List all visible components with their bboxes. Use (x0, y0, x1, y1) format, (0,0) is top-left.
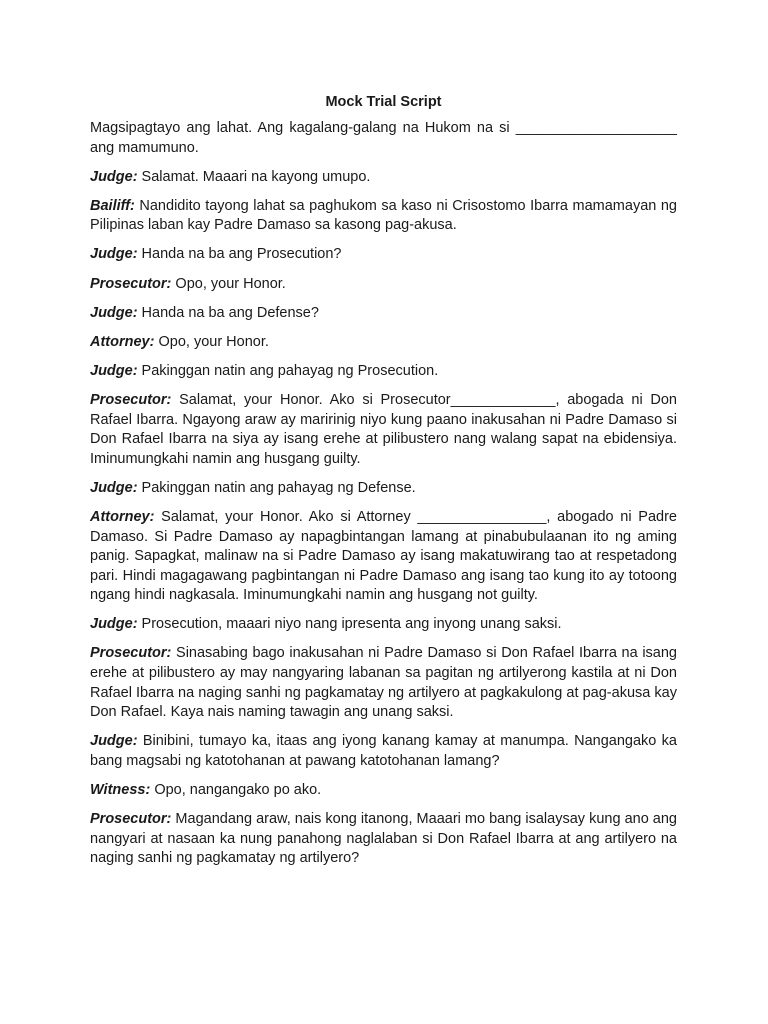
dialogue-text: Opo, nangangako po ako. (150, 782, 322, 799)
speaker-label: Judge: (90, 479, 138, 496)
dialogue-text: Pakinggan natin ang pahayag ng Defense. (137, 479, 416, 496)
speaker-label: Witness: (90, 782, 151, 799)
dialogue-text: Handa na ba ang Prosecution? (137, 246, 342, 263)
speaker-label: Prosecutor: (90, 391, 172, 408)
dialogue-text: Salamat, your Honor. Ako si Attorney ________________, abogado ni Padre Damaso. Si Padre Damaso ay napagbintangan lamang at pinabubulaanan ito ng aming panig. Sapagkat, malinaw na si Padre Damaso ay isang makatuwirang tao at respetadong pari. Hindi magagawang pagbintangan ni Padre Damaso ang isang tao kung ito ay totoong ngang hindi nagkasala. Iminumungkahi namin ang husgang not guilty. (90, 508, 677, 604)
speaker-label: Prosecutor: (90, 275, 172, 292)
speaker-label: Attorney: (90, 508, 155, 525)
speaker-label: Prosecutor: (90, 645, 172, 662)
speaker-label: Bailiff: (90, 197, 135, 214)
speaker-label: Judge: (90, 362, 138, 379)
script-line (90, 362, 677, 382)
speaker-label: Prosecutor: (90, 811, 172, 828)
dialogue-text: Salamat, your Honor. Ako si Prosecutor_____________, abogada ni Don Rafael Ibarra. Ngayong araw ay maririnig niyo kung paano inakusahan ni Padre Damaso si Don Rafael Ibarra na siya ay isang erehe at pilibustero nang walang sapat na ebidensiya. Iminumungkahi namin ang husgang guilty. (90, 391, 677, 467)
dialogue-text: Magandang araw, nais kong itanong, Maaari mo bang isalaysay kung ano ang nangyari at nasaan ka nung panahong naglalaban si Don Rafael Ibarra at ang artilyero na naging sanhi ng pagkamatay ng artilyero? (90, 811, 677, 867)
script-line (90, 732, 677, 771)
speaker-label: Judge: (90, 246, 138, 263)
speaker-label: Judge: (90, 616, 138, 633)
script-line (90, 391, 677, 469)
dialogue-text: Nandidito tayong lahat sa paghukom sa kaso ni Crisostomo Ibarra mamamayan ng Pilipinas laban kay Padre Damaso sa kasong pag-akusa. (90, 197, 677, 234)
dialogue-text: Sinasabing bago inakusahan ni Padre Damaso si Don Rafael Ibarra na isang erehe at pilibustero ay may nangyaring labanan sa pagitan ng artilyerong kastila at ni Don Rafael Ibarra na naging sanhi ng pagkamatay ng artilyero at pagkakulong at pag-akusa kay Don Rafael. Kaya nais naming tawagin ang unang saksi. (90, 645, 677, 721)
script-line (90, 304, 677, 324)
script-line (90, 644, 677, 722)
document-title: Mock Trial Script (325, 94, 442, 110)
opening-paragraph: Magsipagtayo ang lahat. Ang kagalang-galang na Hukom na si ____________________ ang mamumuno. (90, 120, 677, 156)
speaker-label: Attorney: (90, 333, 155, 350)
script-line (90, 168, 677, 188)
dialogue-text: Prosecution, maaari niyo nang ipresenta ang inyong unang saksi. (137, 616, 562, 633)
dialogue-text: Opo, your Honor. (154, 333, 269, 350)
script-lines (90, 168, 677, 869)
dialogue-text: Binibini, tumayo ka, itaas ang iyong kanang kamay at manumpa. Nangangako ka bang magsabi ng katotohanan at pawang katotohanan lamang? (90, 733, 677, 769)
script-line (90, 197, 677, 236)
speaker-label: Judge: (90, 733, 138, 750)
script-line (90, 615, 677, 635)
dialogue-text: Salamat. Maaari na kayong umupo. (137, 168, 371, 185)
script-line (90, 810, 677, 869)
dialogue-text: Pakinggan natin ang pahayag ng Prosecution. (137, 362, 439, 379)
dialogue-text: Opo, your Honor. (171, 275, 286, 292)
script-line (90, 333, 677, 353)
script-line (90, 479, 677, 499)
script-line (90, 275, 677, 295)
document-page (90, 92, 677, 878)
speaker-label: Judge: (90, 168, 138, 185)
speaker-label: Judge: (90, 304, 138, 321)
script-line (90, 245, 677, 265)
dialogue-text: Handa na ba ang Defense? (137, 304, 319, 321)
script-line (90, 781, 677, 801)
script-line (90, 508, 677, 606)
